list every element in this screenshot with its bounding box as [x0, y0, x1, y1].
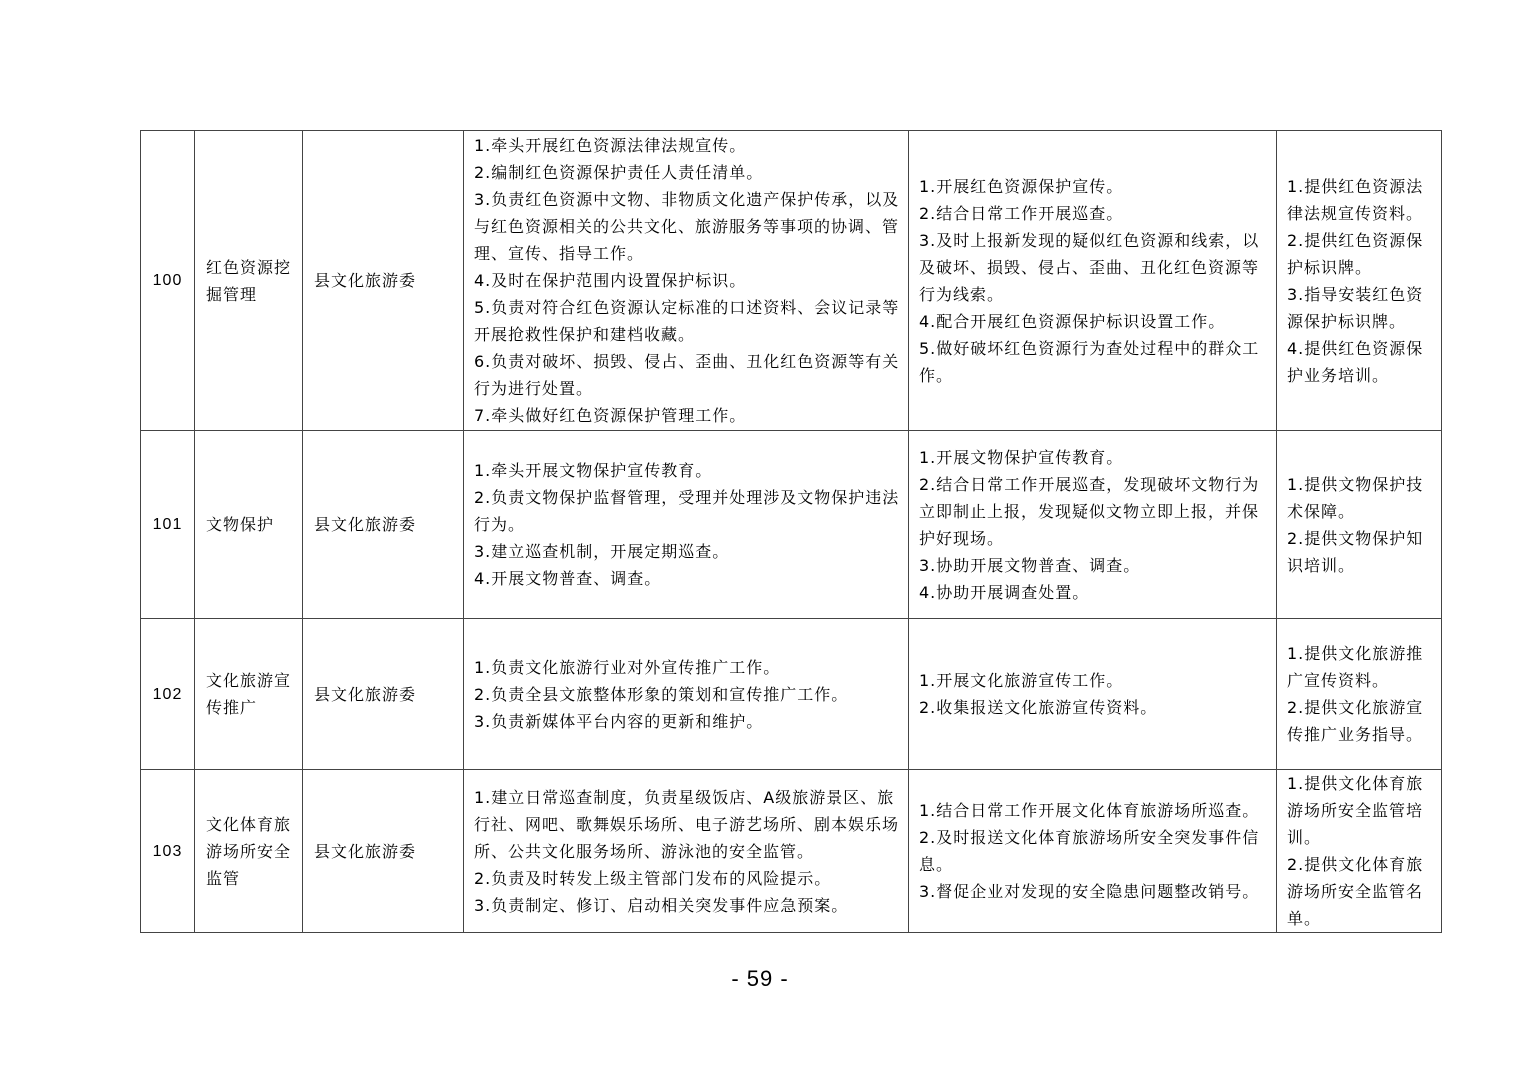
main-duties — [464, 770, 909, 933]
department: 县文化旅游委 — [303, 431, 464, 619]
row-number: 101 — [141, 431, 195, 619]
cooperation-line: 3.协助开展文物普查、调查。 — [919, 555, 1141, 575]
cooperation-duties — [909, 431, 1277, 619]
row-number: 102 — [141, 619, 195, 770]
cooperation-line: 4.协助开展调查处置。 — [919, 582, 1090, 602]
cooperation-line: 3.及时上报新发现的疑似红色资源和线索，以及破坏、损毁、侵占、歪曲、丑化红色资源等行为线索。 — [919, 230, 1260, 304]
duty-line: 3.负责制定、修订、启动相关突发事件应急预案。 — [474, 895, 849, 915]
main-duties — [464, 431, 909, 619]
duty-table — [140, 130, 1442, 933]
support-duties — [1277, 131, 1442, 431]
duty-line: 2.负责全县文旅整体形象的策划和宣传推广工作。 — [474, 684, 849, 704]
cooperation-line: 2.收集报送文化旅游宣传资料。 — [919, 698, 1158, 717]
duty-line: 1.建立日常巡查制度，负责星级饭店、A级旅游景区、旅行社、网吧、歌舞娱乐场所、电子游艺场所、剧本娱乐场所、公共文化服务场所、游泳池的安全监管。 — [474, 787, 900, 861]
support-line: 1.提供文物保护技术保障。 — [1287, 474, 1424, 521]
main-duties — [464, 619, 909, 770]
support-duties — [1277, 619, 1442, 770]
support-line: 1.提供文化体育旅游场所安全监管培训。 — [1287, 774, 1424, 847]
duty-line: 2.负责文物保护监督管理，受理并处理涉及文物保护违法行为。 — [474, 488, 900, 534]
duty-line: 2.负责及时转发上级主管部门发布的风险提示。 — [474, 868, 832, 888]
support-line: 2.提供文物保护知识培训。 — [1287, 528, 1424, 575]
cooperation-line: 1.结合日常工作开展文化体育旅游场所巡查。 — [919, 801, 1260, 820]
duty-line: 1.牵头开展红色资源法律法规宣传。 — [474, 136, 747, 155]
item-name: 红色资源挖掘管理 — [195, 131, 303, 431]
cooperation-line: 2.及时报送文化体育旅游场所安全突发事件信息。 — [919, 828, 1260, 874]
duty-line: 6.负责对破坏、损毁、侵占、歪曲、丑化红色资源等有关行为进行处置。 — [474, 352, 900, 398]
table-row — [141, 770, 1442, 933]
department: 县文化旅游委 — [303, 619, 464, 770]
duty-line: 3.负责新媒体平台内容的更新和维护。 — [474, 711, 764, 731]
support-line: 2.提供文化体育旅游场所安全监管名单。 — [1287, 855, 1424, 928]
item-name: 文物保护 — [195, 431, 303, 619]
duty-line: 4.及时在保护范围内设置保护标识。 — [474, 271, 747, 290]
duty-line: 2.编制红色资源保护责任人责任清单。 — [474, 163, 764, 182]
support-line: 3.指导安装红色资源保护标识牌。 — [1287, 284, 1424, 331]
cooperation-duties — [909, 770, 1277, 933]
duty-line: 3.负责红色资源中文物、非物质文化遗产保护传承，以及与红色资源相关的公共文化、旅游服务等事项的协调、管理、宣传、指导工作。 — [474, 190, 900, 263]
table-row — [141, 431, 1442, 619]
table-row — [141, 619, 1442, 770]
cooperation-line: 5.做好破坏红色资源行为查处过程中的群众工作。 — [919, 338, 1260, 385]
duty-line: 1.牵头开展文物保护宣传教育。 — [474, 461, 713, 480]
support-duties — [1277, 770, 1442, 933]
support-line: 1.提供文化旅游推广宣传资料。 — [1287, 644, 1424, 690]
row-number: 100 — [141, 131, 195, 431]
main-duties — [464, 131, 909, 431]
duty-line: 1.负责文化旅游行业对外宣传推广工作。 — [474, 657, 781, 677]
support-duties — [1277, 431, 1442, 619]
cooperation-line: 4.配合开展红色资源保护标识设置工作。 — [919, 311, 1226, 331]
department: 县文化旅游委 — [303, 131, 464, 431]
cooperation-line: 1.开展红色资源保护宣传。 — [919, 176, 1124, 196]
item-name: 文化旅游宣传推广 — [195, 619, 303, 770]
duty-line: 3.建立巡查机制，开展定期巡查。 — [474, 542, 730, 561]
support-line: 2.提供文化旅游宣传推广业务指导。 — [1287, 698, 1424, 744]
cooperation-line: 1.开展文物保护宣传教育。 — [919, 447, 1124, 467]
cooperation-line: 2.结合日常工作开展巡查，发现破坏文物行为立即制止上报，发现疑似文物立即上报，并保护好现场。 — [919, 474, 1260, 548]
cooperation-duties — [909, 619, 1277, 770]
duty-line: 4.开展文物普查、调查。 — [474, 569, 662, 588]
support-line: 4.提供红色资源保护业务培训。 — [1287, 338, 1424, 385]
row-number: 103 — [141, 770, 195, 933]
cooperation-line: 3.督促企业对发现的安全隐患问题整改销号。 — [919, 882, 1260, 901]
department: 县文化旅游委 — [303, 770, 464, 933]
duty-line: 5.负责对符合红色资源认定标准的口述资料、会议记录等开展抢救性保护和建档收藏。 — [474, 298, 900, 344]
cooperation-line: 1.开展文化旅游宣传工作。 — [919, 671, 1124, 690]
support-line: 1.提供红色资源法律法规宣传资料。 — [1287, 176, 1424, 223]
item-name: 文化体育旅游场所安全监管 — [195, 770, 303, 933]
duty-line: 7.牵头做好红色资源保护管理工作。 — [474, 406, 747, 425]
page-number: - 59 - — [731, 966, 789, 991]
support-line: 2.提供红色资源保护标识牌。 — [1287, 230, 1424, 277]
cooperation-duties — [909, 131, 1277, 431]
cooperation-line: 2.结合日常工作开展巡查。 — [919, 203, 1124, 223]
table-row — [141, 131, 1442, 431]
